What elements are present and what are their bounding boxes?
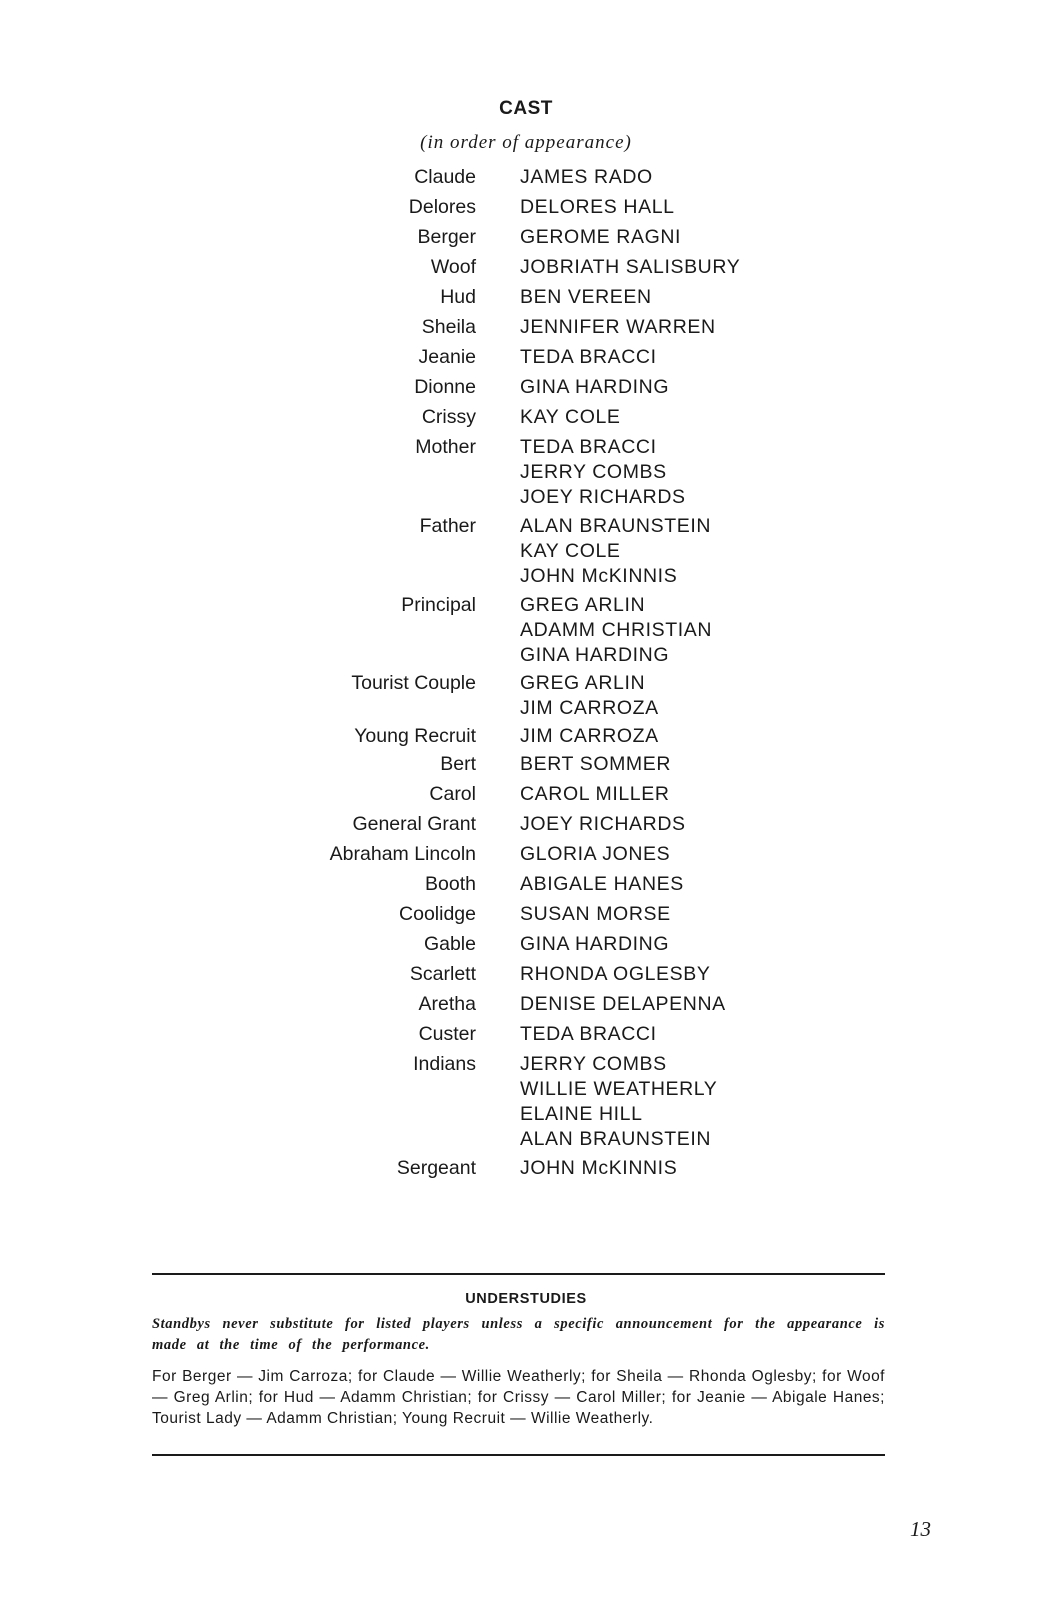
actor-list (520, 1052, 717, 1152)
cast-row (0, 752, 1052, 777)
cast-row (0, 165, 1052, 190)
role-name: Jeanie (418, 346, 476, 368)
actor-name: GINA HARDING (520, 376, 670, 398)
actor-name: ABIGALE HANES (520, 873, 684, 895)
cast-row (0, 514, 1052, 589)
role-name: Carol (429, 783, 476, 805)
role-name: Coolidge (399, 903, 476, 925)
role-name: Bert (440, 753, 476, 775)
cast-row (0, 405, 1052, 430)
role-name: Dionne (414, 376, 476, 398)
actor-name: SUSAN MORSE (520, 903, 671, 925)
actor-list (520, 165, 653, 190)
actor-name: DELORES HALL (520, 196, 675, 218)
actor-name: GLORIA JONES (520, 843, 671, 865)
actor-list (520, 992, 726, 1017)
role-name: Delores (408, 196, 476, 218)
actor-name: JENNIFER WARREN (520, 316, 716, 338)
actor-name: BEN VEREEN (520, 286, 652, 308)
role-name: Custer (418, 1023, 476, 1045)
actor-name: GINA HARDING (520, 933, 670, 955)
cast-row (0, 724, 1052, 749)
actor-name: KAY COLE (520, 406, 621, 428)
top-divider (152, 1273, 885, 1275)
actor-list (520, 872, 684, 897)
actor-list (520, 195, 675, 220)
cast-row (0, 842, 1052, 867)
cast-row (0, 782, 1052, 807)
actor-list (520, 405, 621, 430)
actor-name: ALAN BRAUNSTEIN (520, 515, 712, 537)
cast-row (0, 962, 1052, 987)
actor-list (520, 812, 686, 837)
role-name: General Grant (352, 813, 476, 835)
role-name: Sheila (421, 316, 476, 338)
actor-name: JAMES RADO (520, 166, 653, 188)
actor-list (520, 225, 681, 250)
cast-row (0, 195, 1052, 220)
actor-name: CAROL MILLER (520, 783, 670, 805)
cast-row (0, 345, 1052, 370)
actor-name: TEDA BRACCI (520, 1023, 657, 1045)
actor-list (520, 285, 652, 310)
actor-name: ALAN BRAUNSTEIN (520, 1128, 712, 1150)
role-name: Booth (425, 873, 476, 895)
actor-list (520, 375, 669, 400)
cast-heading: CAST (499, 98, 553, 119)
role-name: Crissy (421, 406, 476, 428)
actor-name: JOEY RICHARDS (520, 486, 686, 508)
role-name: Abraham Lincoln (329, 843, 476, 865)
actor-list (520, 671, 659, 721)
cast-row (0, 1156, 1052, 1181)
actor-name: DENISE DELAPENNA (520, 993, 726, 1015)
role-name: Mother (415, 436, 476, 458)
actor-list (520, 782, 670, 807)
role-name: Berger (417, 226, 476, 248)
cast-row (0, 435, 1052, 510)
role-name: Tourist Couple (351, 672, 476, 694)
actor-name: ELAINE HILL (520, 1103, 643, 1125)
cast-list (0, 165, 1052, 1186)
actor-list (520, 902, 671, 927)
role-name: Young Recruit (354, 725, 476, 747)
actor-name: GEROME RAGNI (520, 226, 682, 248)
role-name: Claude (414, 166, 476, 188)
actor-name: JIM CARROZA (520, 725, 659, 747)
actor-list (520, 255, 740, 280)
actor-name: JOHN McKINNIS (520, 565, 678, 587)
actor-list (520, 593, 712, 668)
actor-name: GREG ARLIN (520, 594, 646, 616)
actor-name: KAY COLE (520, 540, 621, 562)
actor-list (520, 514, 711, 589)
actor-list (520, 962, 710, 987)
role-name: Hud (440, 286, 476, 308)
role-name: Indians (413, 1053, 476, 1075)
actor-name: JOBRIATH SALISBURY (520, 256, 741, 278)
actor-list (520, 842, 670, 867)
actor-list (520, 345, 657, 370)
role-name: Father (419, 515, 476, 537)
cast-row (0, 285, 1052, 310)
cast-row (0, 932, 1052, 957)
actor-name: BERT SOMMER (520, 753, 672, 775)
cast-row (0, 671, 1052, 721)
actor-name: WILLIE WEATHERLY (520, 1078, 718, 1100)
understudies-note: Standbys never substitute for listed players unless a specific announcement for the appearance is made at the time of the performance. (152, 1316, 885, 1353)
cast-row (0, 992, 1052, 1017)
actor-list (520, 315, 716, 340)
role-name: Principal (401, 594, 476, 616)
cast-row (0, 1052, 1052, 1152)
actor-name: JOHN McKINNIS (520, 1157, 678, 1179)
actor-name: JIM CARROZA (520, 697, 659, 719)
role-name: Aretha (418, 993, 476, 1015)
role-name: Woof (430, 256, 476, 278)
cast-row (0, 902, 1052, 927)
cast-row (0, 593, 1052, 668)
actor-list (520, 752, 671, 777)
role-name: Scarlett (409, 963, 476, 985)
actor-name: JERRY COMBS (520, 461, 667, 483)
cast-row (0, 315, 1052, 340)
cast-row (0, 872, 1052, 897)
understudies-body: For Berger — Jim Carroza; for Claude — Willie Weatherly; for Sheila — Rhonda Oglesby; for Woof — Greg Arlin; for Hud — Adamm Christian; for Crissy — Carol Miller; for Jeanie — Abigale Hanes; Tourist Lady — Adamm Christian; Young Recruit — Willie Weatherly. (152, 1368, 885, 1427)
actor-list (520, 1156, 677, 1181)
bottom-divider (152, 1454, 885, 1456)
actor-name: GINA HARDING (520, 644, 670, 666)
page-number: 13 (910, 1517, 931, 1541)
actor-name: GREG ARLIN (520, 672, 646, 694)
actor-name: JOEY RICHARDS (520, 813, 686, 835)
role-name: Gable (423, 933, 476, 955)
actor-list (520, 724, 659, 749)
actor-name: TEDA BRACCI (520, 346, 657, 368)
actor-list (520, 435, 686, 510)
actor-name: ADAMM CHRISTIAN (520, 619, 713, 641)
cast-row (0, 812, 1052, 837)
actor-list (520, 932, 669, 957)
understudies-heading: UNDERSTUDIES (465, 1291, 587, 1307)
cast-row (0, 255, 1052, 280)
cast-subheading: (in order of appearance) (420, 132, 632, 153)
cast-row (0, 375, 1052, 400)
actor-name: TEDA BRACCI (520, 436, 657, 458)
cast-row (0, 225, 1052, 250)
cast-row (0, 1022, 1052, 1047)
role-name: Sergeant (396, 1157, 476, 1179)
actor-name: RHONDA OGLESBY (520, 963, 711, 985)
actor-name: JERRY COMBS (520, 1053, 667, 1075)
actor-list (520, 1022, 657, 1047)
